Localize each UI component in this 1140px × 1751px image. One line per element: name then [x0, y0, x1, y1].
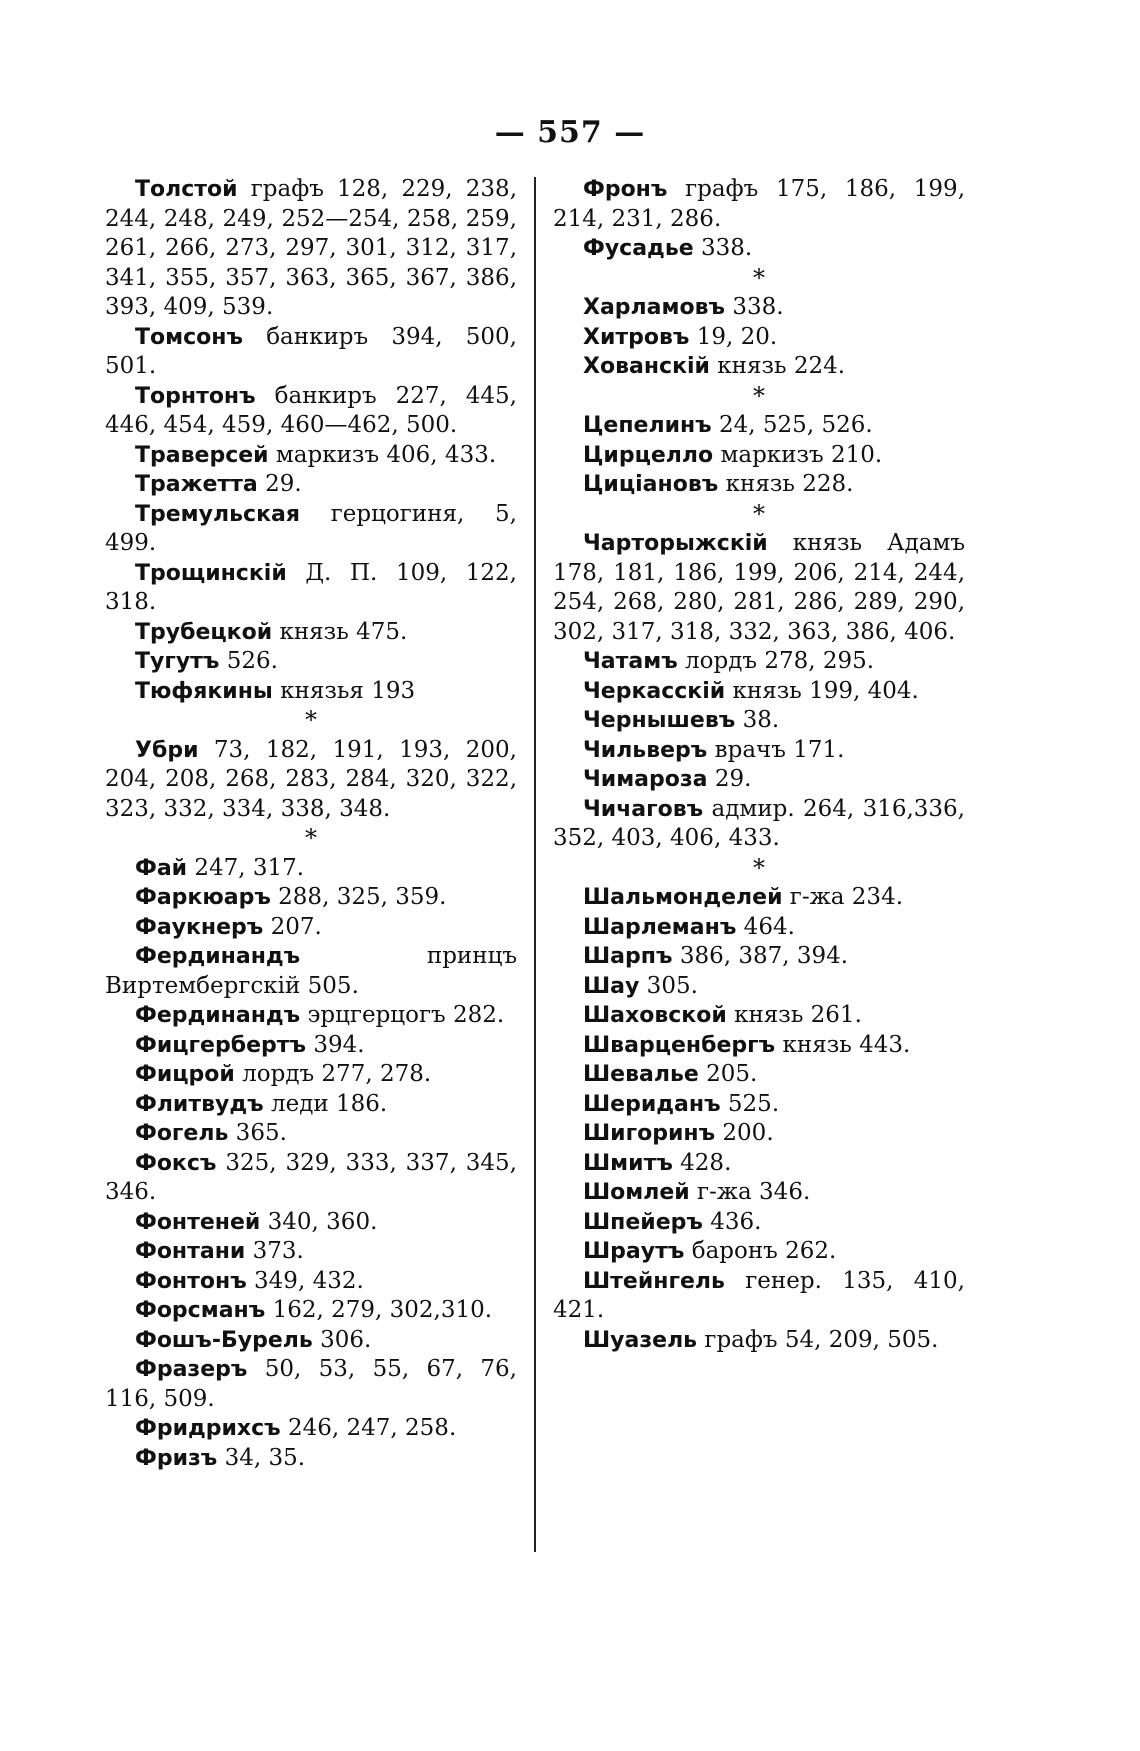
entry-references: лордъ 277, 278. — [234, 1061, 432, 1087]
index-entry — [553, 1090, 965, 1120]
entry-references: баронъ 262. — [684, 1238, 837, 1264]
entry-references: 349, 432. — [246, 1267, 364, 1294]
entry-references: графъ 128, 229, 238, 244, 248, 249, 252—254, 258, 259, 261, 266, 273, 297, 301, 312, 317, 341, 355, 357, 363, 365, 367, 386, 393, 409, 539. — [105, 176, 517, 320]
page-number: — 557 — — [494, 115, 646, 150]
index-entry — [105, 559, 517, 618]
entry-name: Убри — [135, 737, 199, 763]
index-entry — [105, 1149, 517, 1208]
entry-name: Фронъ — [583, 177, 668, 202]
index-entry — [105, 942, 517, 1001]
index-entry — [553, 677, 965, 707]
index-entry — [105, 1001, 517, 1031]
index-entry — [105, 736, 517, 825]
entry-references: 24, 525, 526. — [711, 412, 873, 438]
index-entry — [105, 677, 517, 707]
entry-name: Цепелинъ — [583, 413, 712, 438]
entry-name: Шериданъ — [583, 1091, 721, 1117]
index-entry — [553, 647, 965, 677]
entry-references: князь 224. — [709, 353, 846, 379]
entry-references: 394. — [306, 1031, 365, 1058]
index-entry — [553, 441, 965, 471]
entry-name: Штейнгель — [583, 1268, 725, 1294]
entry-name: Чатамъ — [583, 649, 678, 674]
entry-name: Шмитъ — [583, 1150, 673, 1176]
index-entry — [105, 913, 517, 943]
entry-name: Шраутъ — [583, 1239, 685, 1264]
section-separator: * — [753, 263, 765, 292]
entry-name: Чарторыжскій — [583, 531, 768, 556]
index-entry — [105, 1060, 517, 1090]
entry-references: врачъ 171. — [707, 736, 845, 763]
entry-name: Хованскій — [583, 354, 710, 379]
index-entry — [553, 883, 965, 913]
entry-name: Хитровъ — [583, 324, 690, 350]
entry-name: Тремульская — [135, 501, 300, 527]
entry-references: 464. — [736, 913, 795, 940]
index-entry — [553, 411, 965, 441]
entry-name: Шальмонделей — [583, 885, 783, 910]
entry-references: эрцгерцогъ 282. — [300, 1002, 505, 1028]
index-entry — [105, 470, 517, 500]
index-entry — [105, 1326, 517, 1356]
index-entry — [105, 1208, 517, 1238]
section-separator: * — [305, 824, 317, 852]
entry-name: Шпейеръ — [583, 1209, 703, 1235]
entry-name: Трощинскій — [135, 560, 287, 586]
index-entry — [553, 175, 965, 234]
entry-name: Томсонъ — [135, 324, 243, 350]
entry-references: князь 261. — [726, 1002, 862, 1028]
entry-references: 247, 317. — [187, 854, 305, 881]
index-entry — [105, 1296, 517, 1326]
entry-references: 365. — [228, 1120, 287, 1146]
index-entry — [553, 795, 965, 854]
entry-name: Шарлеманъ — [583, 914, 737, 940]
section-separator: * — [305, 706, 317, 734]
entry-references: 386, 387, 394. — [672, 943, 849, 969]
entry-references: банкиръ 394, 500, 501. — [105, 323, 517, 379]
index-entry — [553, 234, 965, 264]
entry-name: Фонтеней — [135, 1209, 261, 1235]
entry-name: Фаркюаръ — [135, 885, 271, 910]
entry-references: маркизъ 210. — [713, 441, 883, 468]
entry-name: Чернышевъ — [583, 708, 736, 733]
index-entry — [553, 913, 965, 943]
entry-name: Фошъ-Бурель — [135, 1327, 313, 1353]
entry-references: г-жа 346. — [689, 1179, 811, 1205]
entry-references: 338. — [725, 294, 784, 320]
index-entry — [553, 529, 965, 647]
entry-references: князь 443. — [775, 1031, 911, 1058]
entry-references: 50, 53, 55, 67, 76, 116, 509. — [105, 1356, 517, 1412]
entry-references: князь Адамъ 178, 181, 186, 199, 206, 214, 244, 254, 268, 280, 281, 286, 289, 290, 302, 317, 318, 332, 363, 386, 406. — [553, 530, 965, 645]
index-entry — [105, 323, 517, 382]
entry-references: 38. — [735, 707, 780, 733]
entry-name: Шау — [583, 973, 640, 999]
index-entry — [553, 1326, 965, 1356]
index-entry — [105, 883, 517, 913]
section-separator: * — [753, 499, 765, 528]
entry-references: 306. — [312, 1326, 372, 1353]
entry-name: Фоксъ — [135, 1150, 217, 1176]
entry-references: 325, 329, 333, 337, 345, 346. — [105, 1149, 517, 1205]
entry-name: Фердинандъ — [135, 944, 301, 969]
index-entry — [105, 647, 517, 677]
index-entry — [105, 1414, 517, 1444]
index-entry — [105, 1237, 517, 1267]
index-entry — [553, 1031, 965, 1061]
entry-name: Фризъ — [135, 1445, 218, 1471]
entry-references: маркизъ 406, 433. — [268, 441, 497, 468]
index-entry — [105, 1031, 517, 1061]
entry-name: Шварценбергъ — [583, 1032, 776, 1058]
entry-references: 162, 279, 302,310. — [265, 1297, 493, 1323]
index-entry — [553, 352, 965, 382]
index-entry — [553, 706, 965, 736]
section-separator: * — [753, 853, 765, 882]
entry-references: банкиръ 227, 445, 446, 454, 459, 460—462, 500. — [105, 382, 517, 438]
entry-name: Флитвудъ — [135, 1091, 264, 1117]
entry-name: Фердинандъ — [135, 1003, 301, 1028]
entry-references: генер. 135, 410, 421. — [553, 1267, 965, 1323]
index-column-left — [105, 175, 517, 1473]
entry-name: Чичаговъ — [583, 796, 704, 822]
index-entry — [553, 470, 965, 500]
entry-name: Тражетта — [135, 472, 258, 497]
entry-references: князья 193 — [272, 677, 416, 704]
entry-references: графъ 54, 209, 505. — [697, 1326, 939, 1353]
index-entry — [105, 1355, 517, 1414]
entry-name: Торнтонъ — [135, 383, 256, 409]
entry-references: 34, 35. — [217, 1444, 306, 1471]
index-entry — [105, 618, 517, 648]
index-entry — [553, 1178, 965, 1208]
entry-references: 205. — [698, 1061, 758, 1087]
entry-name: Шарпъ — [583, 944, 673, 969]
index-column-right — [553, 175, 965, 1355]
index-entry — [105, 500, 517, 559]
entry-references: 436. — [702, 1208, 762, 1235]
entry-name: Цирцелло — [583, 442, 714, 468]
entry-references: 288, 325, 359. — [270, 884, 447, 910]
entry-references: 207. — [263, 913, 322, 940]
entry-name: Фогель — [135, 1121, 229, 1146]
index-entry — [105, 382, 517, 441]
entry-name: Траверсей — [135, 442, 269, 468]
column-divider — [534, 177, 536, 1552]
entry-name: Тугутъ — [135, 649, 220, 674]
index-entry — [105, 1119, 517, 1149]
index-entry — [553, 1267, 965, 1326]
entry-references: принцъ Виртембергскій 505. — [105, 943, 517, 999]
index-entry — [553, 1237, 965, 1267]
entry-name: Фусадье — [583, 236, 694, 261]
index-entry — [553, 1001, 965, 1031]
entry-references: лордъ 278, 295. — [677, 648, 875, 674]
entry-name: Фай — [135, 855, 188, 881]
index-entry — [553, 323, 965, 353]
entry-name: Фонтани — [135, 1239, 246, 1264]
entry-references: 305. — [639, 972, 698, 999]
entry-name: Чильверъ — [583, 737, 708, 763]
entry-references: герцогиня, 5, 499. — [105, 500, 517, 556]
entry-name: Чимароза — [583, 767, 708, 792]
entry-name: Форсманъ — [135, 1298, 266, 1323]
entry-name: Трубецкой — [135, 619, 273, 645]
entry-references: князь 475. — [272, 618, 408, 645]
index-entry — [105, 1267, 517, 1297]
entry-references: 428. — [672, 1149, 732, 1176]
index-entry — [105, 441, 517, 471]
entry-references: леди 186. — [263, 1090, 388, 1117]
index-entry — [553, 765, 965, 795]
entry-name: Шуазель — [583, 1327, 698, 1353]
index-entry — [553, 1149, 965, 1179]
index-entry — [105, 854, 517, 884]
entry-references: князь 228. — [718, 471, 854, 497]
entry-references: г-жа 234. — [782, 884, 904, 910]
index-entry — [553, 972, 965, 1002]
entry-references: 19, 20. — [689, 323, 778, 350]
entry-name: Фицрой — [135, 1062, 235, 1087]
entry-references: 340, 360. — [260, 1208, 378, 1235]
entry-name: Толстой — [135, 177, 238, 202]
entry-references: 29. — [707, 766, 752, 792]
section-separator: * — [753, 381, 765, 410]
entry-name: Шигоринъ — [583, 1121, 716, 1146]
entry-references: Д. П. 109, 122, 318. — [105, 559, 517, 615]
entry-name: Черкасскій — [583, 678, 726, 704]
index-entry — [105, 1090, 517, 1120]
entry-references: адмир. 264, 316,336, 352, 403, 406, 433. — [553, 795, 965, 851]
entry-name: Фразеръ — [135, 1357, 248, 1382]
entry-name: Харламовъ — [583, 295, 726, 320]
entry-name: Фаукнеръ — [135, 914, 264, 940]
entry-references: 29. — [257, 471, 302, 497]
entry-name: Фридрихсъ — [135, 1416, 281, 1441]
entry-references: 200. — [715, 1120, 774, 1146]
entry-references: графъ 175, 186, 199, 214, 231, 286. — [553, 176, 965, 232]
entry-references: князь 199, 404. — [725, 677, 919, 704]
index-entry — [553, 1060, 965, 1090]
entry-name: Шевалье — [583, 1062, 699, 1087]
entry-references: 373. — [245, 1238, 304, 1264]
index-entry — [553, 736, 965, 766]
entry-name: Фонтонъ — [135, 1268, 247, 1294]
entry-references: 338. — [693, 235, 753, 261]
index-entry — [105, 175, 517, 323]
index-entry — [553, 1208, 965, 1238]
entry-references: 246, 247, 258. — [280, 1415, 457, 1441]
entry-references: 73, 182, 191, 193, 200, 204, 208, 268, 283, 284, 320, 322, 323, 332, 334, 338, 348. — [105, 736, 517, 822]
entry-name: Шаховской — [583, 1003, 727, 1028]
index-entry — [553, 1119, 965, 1149]
entry-name: Фицгербертъ — [135, 1032, 307, 1058]
index-entry — [553, 293, 965, 323]
entry-references: 526. — [219, 648, 278, 674]
index-entry — [553, 942, 965, 972]
entry-name: Шомлей — [583, 1180, 690, 1205]
entry-references: 525. — [720, 1090, 780, 1117]
entry-name: Циціановъ — [583, 472, 719, 497]
entry-name: Тюфякины — [135, 678, 273, 704]
index-entry — [105, 1444, 517, 1474]
